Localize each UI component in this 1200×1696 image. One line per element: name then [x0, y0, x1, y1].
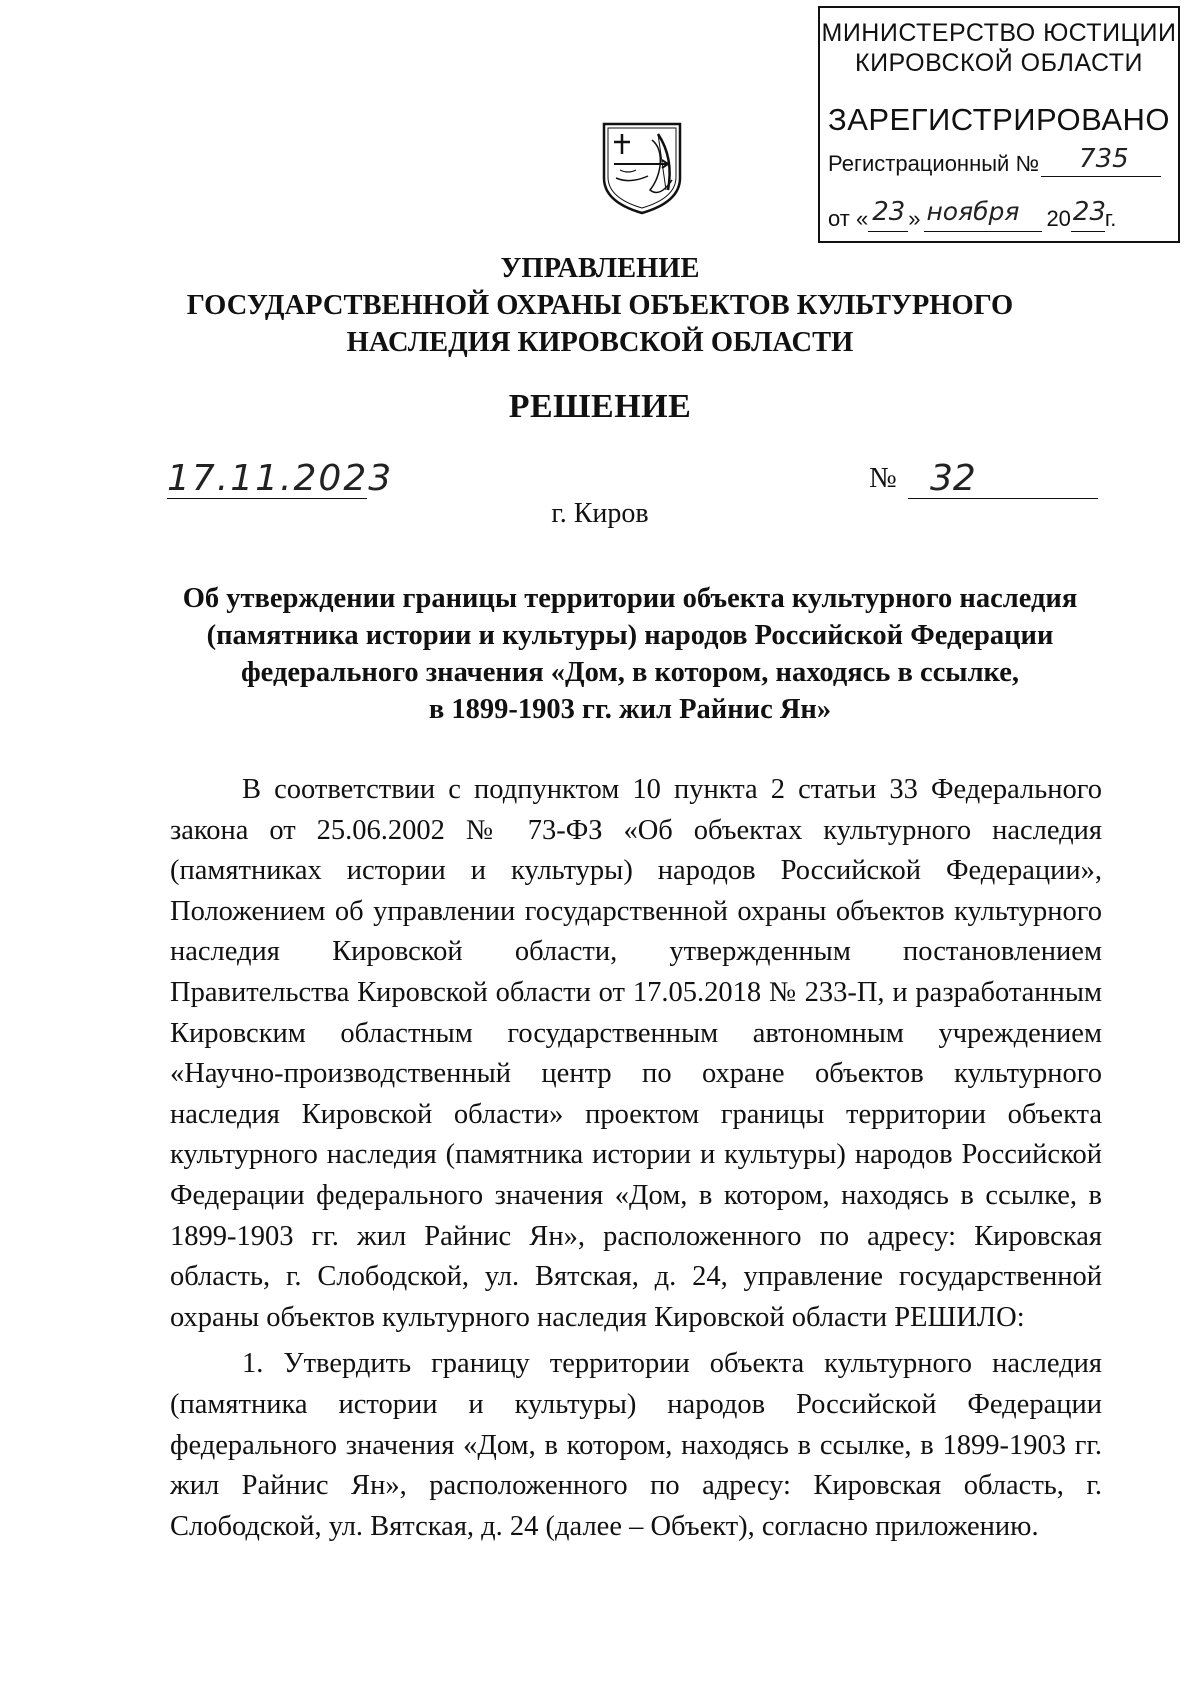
document-type: РЕШЕНИЕ	[508, 388, 692, 425]
stamp-registration-number	[828, 144, 1161, 177]
registration-stamp	[818, 6, 1180, 243]
body-paragraph-item-1: 1. Утвердить границу территории объекта культурного наследия (памятника истории и культуры) народов Российской Федерации федерального значения «Дом, в котором, находясь в ссылке, в 1899-1903 гг. жил Райнис Ян», расположенного по адресу: Кировская область, г. Слободской, ул. Вятская, д. 24 (далее – Объект), согласно приложению.	[170, 1348, 1102, 1542]
stamp-status: ЗАРЕГИСТРИРОВАНО	[827, 102, 1170, 137]
stamp-date-year: 23	[1072, 197, 1107, 227]
stamp-date-suffix: г.	[1104, 206, 1117, 231]
document-city: г. Киров	[551, 498, 649, 529]
stamp-reg-line	[1041, 144, 1161, 177]
document-body	[170, 770, 1102, 1547]
document-title	[160, 580, 1100, 728]
kirov-coat-of-arms-icon	[600, 120, 684, 216]
stamp-date-day-line	[868, 197, 908, 232]
document-number-line	[908, 458, 1098, 499]
stamp-date-day: 23	[872, 197, 906, 227]
agency-line2: ГОСУДАРСТВЕННОЙ ОХРАНЫ ОБЪЕКТОВ КУЛЬТУРНОГО	[186, 290, 1014, 321]
agency-line3: НАСЛЕДИЯ КИРОВСКОЙ ОБЛАСТИ	[346, 327, 854, 358]
agency-heading	[0, 250, 1200, 361]
document-number: 32	[930, 458, 976, 499]
title-line1: Об утверждении границы территории объекта культурного наследия	[182, 583, 1078, 614]
agency-line1: УПРАВЛЕНИЕ	[500, 253, 700, 284]
stamp-reg-number: 735	[1079, 144, 1129, 174]
document-number-label: №	[869, 462, 897, 494]
title-line2: (памятника истории и культуры) народов Российской Федерации	[206, 620, 1054, 651]
stamp-ministry-line2: КИРОВСКОЙ ОБЛАСТИ	[855, 49, 1143, 77]
body-paragraph-preamble: В соответствии с подпунктом 10 пункта 2 статьи 33 Федерального закона от 25.06.2002 № 73-ФЗ «Об объектах культурного наследия (памятниках истории и культуры) народов Российской Федерации», Положением об управлении государственной охраны объектов культурного наследия Кировской области, утвержденным постановлением Правительства Кировской области от 17.05.2018 № 233-П, и разработанным Кировским областным государственным автономным учреждением «Научно-производственный центр по охране объектов культурного наследия Кировской области» проектом границы территории объекта культурного наследия (памятника истории и культуры) народов Российской Федерации федерального значения «Дом, в котором, находясь в ссылке, в 1899-1903 гг. жил Райнис Ян», расположенного по адресу: Кировская область, г. Слободской, ул. Вятская, д. 24, управление государственной охраны объектов культурного наследия Кировской области РЕШИЛО:	[170, 774, 1102, 1333]
title-line4: в 1899-1903 гг. жил Райнис Ян»	[428, 694, 832, 725]
stamp-date-mid: »	[908, 206, 921, 231]
document-date-line	[167, 458, 394, 499]
stamp-reg-label: Регистрационный №	[828, 151, 1040, 176]
stamp-date-year-prefix: 20	[1046, 206, 1071, 231]
document-date: 17.11.2023	[167, 458, 394, 499]
title-line3: федерального значения «Дом, в котором, находясь в ссылке,	[240, 657, 1020, 688]
stamp-ministry-line1: МИНИСТЕРСТВО ЮСТИЦИИ	[821, 19, 1177, 47]
stamp-date	[828, 197, 1117, 232]
stamp-date-year-line	[1071, 197, 1107, 232]
stamp-date-month: ноября	[926, 197, 1020, 226]
stamp-date-month-line	[924, 197, 1042, 232]
stamp-date-prefix: от «	[828, 206, 869, 231]
